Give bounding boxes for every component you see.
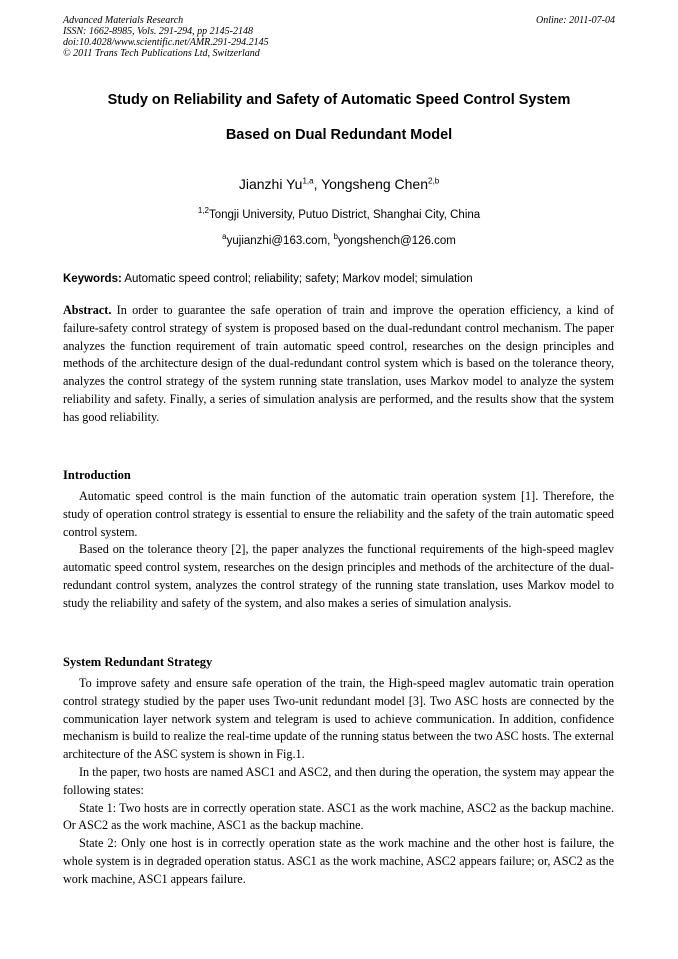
paper-title-line-2: Based on Dual Redundant Model <box>225 127 453 143</box>
abstract-text: In order to guarantee the safe operation of train and improve the operation efficiency, a kind of failure-safety control strategy of system is proposed based on the dual-redundant control mechanism. The paper analyzes the function requirement of train automatic speed control, researches on the design principles and methods of the architecture design of the dual-redundant control system which is based on the tolerance theory, analyzes the control strategy of the system running state translation, uses Markov model to analyze the system reliability and safety. Finally, a series of simulation analysis are performed, and the results show that the system has good reliability. <box>63 303 614 424</box>
redundant-strategy-section <box>63 675 614 889</box>
doi-line: doi:10.4028/www.scientific.net/AMR.291-294.2145 <box>63 37 269 48</box>
email-address: yujianzhi@163.com, <box>226 235 334 247</box>
email-address: yongshench@126.com <box>338 235 456 247</box>
affiliation-superscript: 1,2 <box>197 206 209 216</box>
author-separator: , <box>313 176 322 192</box>
keywords-text: Automatic speed control; reliability; safety; Markov model; simulation <box>121 273 473 285</box>
body-paragraph: In the paper, two hosts are named ASC1 and ASC2, and then during the operation, the system may appear the following states: <box>63 764 614 797</box>
body-paragraph: State 2: Only one host is in correctly operation state as the work machine and the other host is failure, the whole system is in degraded operation status. ASC1 as the work machine, ASC2 appears failure; or, ASC2 as the work machine, ASC1 appears failure. <box>63 836 614 886</box>
body-paragraph: Based on the tolerance theory [2], the paper analyzes the functional requirements of the high-speed maglev automatic speed control system, researches on the design principles and methods of the architecture of the dual-redundant control system, analyzes the control strategy of the running state translation, uses Markov model to study the reliability and safety of the system, and also makes a series of simulation analysis. <box>63 542 614 610</box>
journal-name: Advanced Materials Research <box>63 15 184 26</box>
paper-title-line-1: Study on Reliability and Safety of Automatic Speed Control System <box>107 92 571 108</box>
email-superscript: b <box>333 232 338 242</box>
introduction-heading: Introduction <box>63 468 131 482</box>
author-emails <box>40 234 638 249</box>
body-paragraph: State 1: Two hosts are in correctly operation state. ASC1 as the work machine, ASC2 as the backup machine. Or ASC2 as the work machine, ASC1 as the backup machine. <box>63 800 614 833</box>
keywords-label: Keywords: <box>63 273 122 285</box>
affiliation <box>40 208 638 223</box>
author-name: Jianzhi Yu <box>238 176 303 192</box>
abstract-paragraph <box>63 302 614 427</box>
affiliation-text: Tongji University, Putuo District, Shanghai City, China <box>208 209 481 221</box>
introduction-section <box>63 488 614 613</box>
body-paragraph: Automatic speed control is the main function of the automatic train operation system [1]. Therefore, the study of operation control strategy is essential to ensure the reliability and the safety of the train automatic speed control system. <box>63 489 614 539</box>
body-paragraph: To improve safety and ensure safe operation of the train, the High-speed maglev automatic train operation control strategy studied by the paper uses Two-unit redundant model [3]. Two ASC hosts are connected by the communication layer network system and telegram is used to achieve communication. In addition, confidence mechanism is build to realize the real-time update of the running status between the two ASC hosts. The external architecture of the ASC system is shown in Fig.1. <box>63 676 614 762</box>
copyright-line: © 2011 Trans Tech Publications Ltd, Switzerland <box>63 48 260 59</box>
email-superscript: a <box>222 232 227 242</box>
author-superscript: 2,b <box>428 176 440 186</box>
author-superscript: 1,a <box>302 176 314 186</box>
abstract-label: Abstract. <box>63 303 112 317</box>
issn-line: ISSN: 1662-8985, Vols. 291-294, pp 2145-2148 <box>63 26 253 37</box>
keywords-line <box>63 272 615 287</box>
redundant-strategy-heading: System Redundant Strategy <box>63 655 213 669</box>
author-list <box>40 175 638 193</box>
online-date: Online: 2011-07-04 <box>536 15 615 26</box>
abstract-section <box>63 302 614 427</box>
author-name: Yongsheng Chen <box>321 176 429 192</box>
journal-header <box>63 15 615 59</box>
